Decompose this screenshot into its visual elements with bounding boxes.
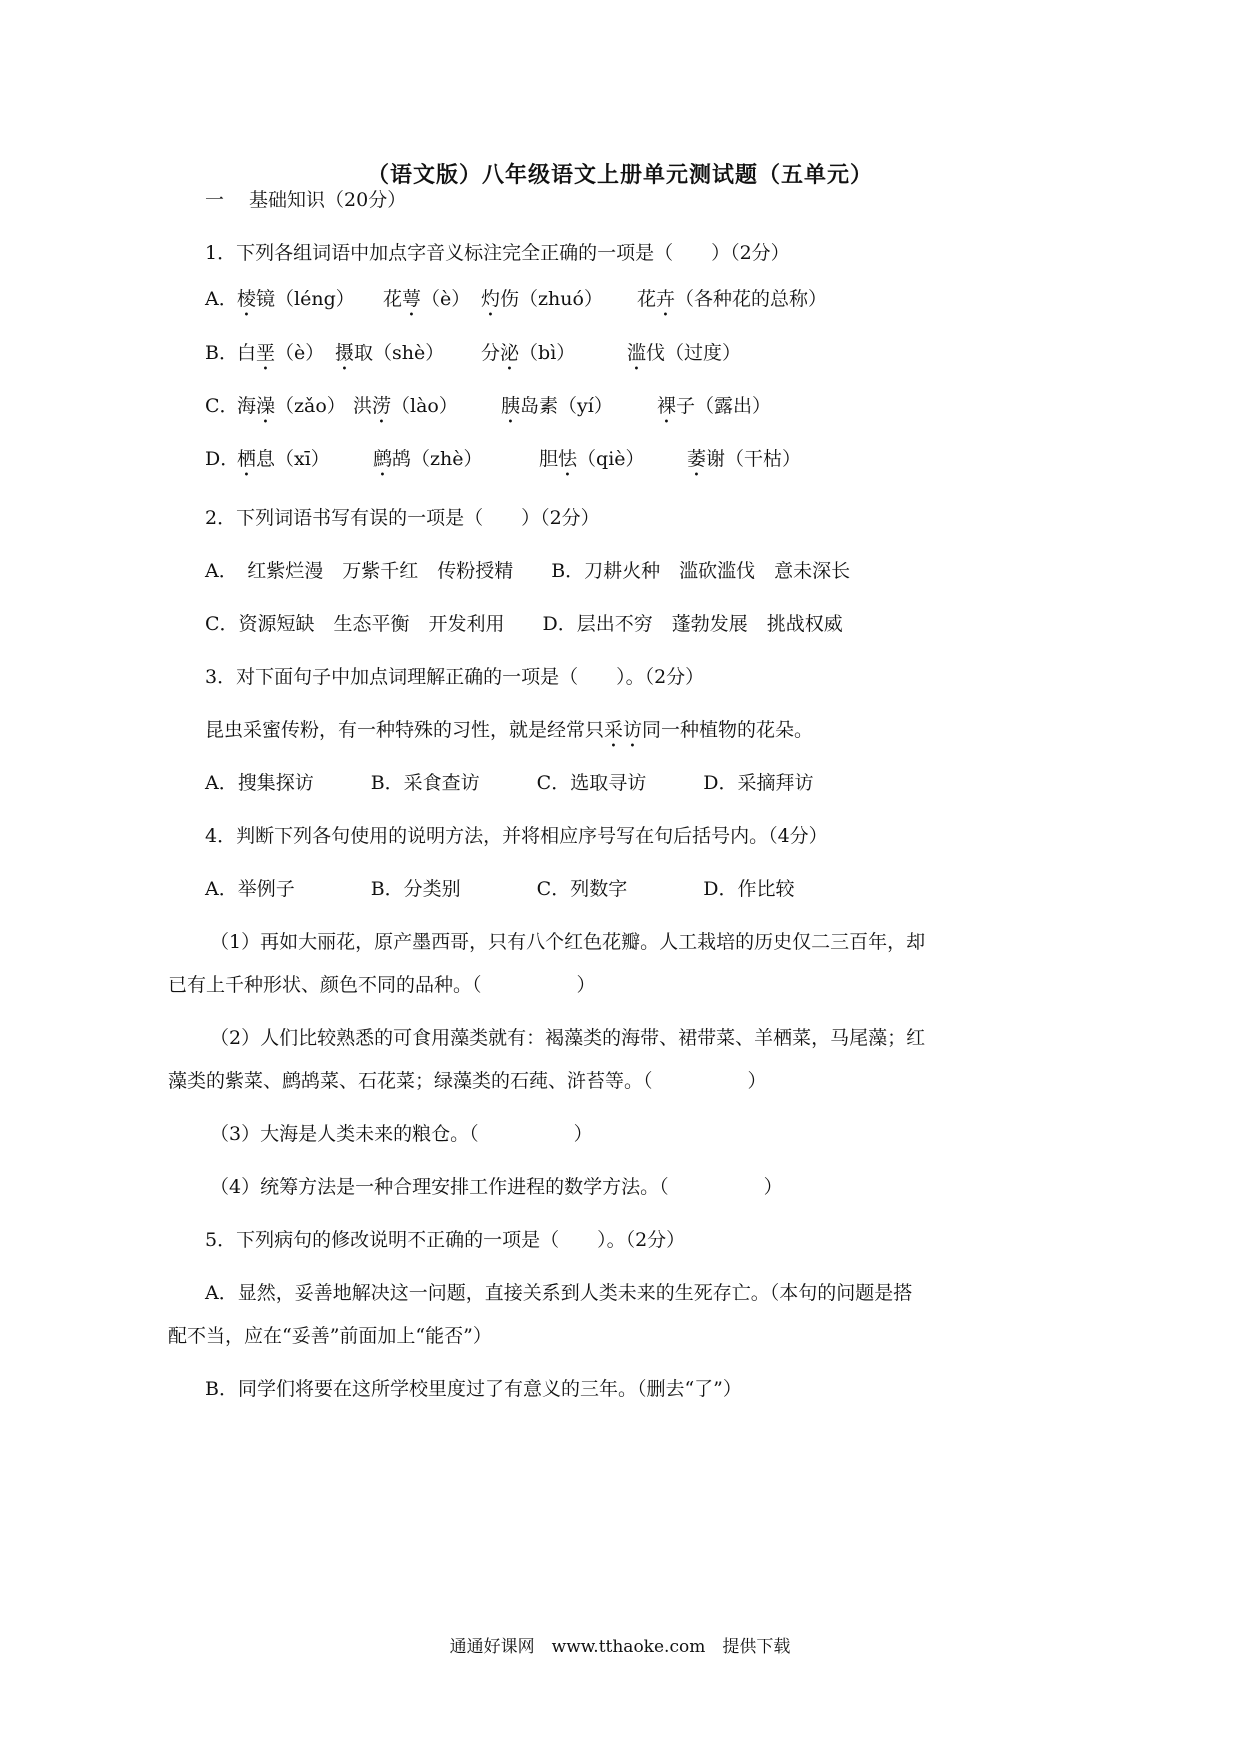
option-label: A． xyxy=(205,288,238,310)
q3-stem: 3．对下面句子中加点词理解正确的一项是（ ）。（2分） xyxy=(205,666,705,688)
q5-stem: 5．下列病句的修改说明不正确的一项是（ ）。（2分） xyxy=(205,1229,686,1251)
q1-a-item-3: 灼伤（zhuó） xyxy=(481,288,603,310)
q1-c-item-2: 洪涝（lào） xyxy=(353,395,458,417)
q1-c-item-1: 海澡（zǎo） xyxy=(237,395,346,417)
q1-b-item-1: 白垩（è） xyxy=(237,342,325,364)
q3-sentence: 昆虫采蜜传粉，有一种特殊的习性，就是经常只采访同一种植物的花朵。 xyxy=(205,719,814,741)
q1-stem: 1．下列各组词语中加点字音义标注完全正确的一项是（ ）（2分） xyxy=(205,242,790,264)
option-label: C． xyxy=(205,395,239,417)
page-title: （语文版）八年级语文上册单元测试题（五单元） xyxy=(366,162,873,188)
page-footer: 通通好课网 www.tthaoke.com 提供下载 xyxy=(449,1637,791,1657)
q1-d-item-1: 栖息（xī） xyxy=(237,448,330,470)
q1-option-b xyxy=(205,340,742,366)
q1-d-item-3: 胆怯（qiè） xyxy=(539,448,645,470)
q1-c-item-3: 胰岛素（yí） xyxy=(501,395,613,417)
q4-sentence-3: （3）大海是人类未来的粮仓。（ ） xyxy=(210,1123,593,1145)
q3-options: A．搜集探访 B．采食查访 C．选取寻访 D．采摘拜访 xyxy=(205,772,814,794)
q4-options: A．举例子 B．分类别 C．列数字 D．作比较 xyxy=(205,878,795,900)
q1-c-item-4: 裸子（露出） xyxy=(657,395,772,417)
q1-a-item-2: 花萼（è） xyxy=(383,288,471,310)
q1-a-item-4: 花卉（各种花的总称） xyxy=(637,288,828,310)
q2-stem: 2．下列词语书写有误的一项是（ ）（2分） xyxy=(205,507,600,529)
q2-options-row-1: A． 红紫烂漫 万紫千红 传粉授精 B．刀耕火种 滥砍滥伐 意未深长 xyxy=(205,560,851,582)
q4-stem: 4．判断下列各句使用的说明方法，并将相应序号写在句后括号内。（4分） xyxy=(205,825,828,847)
q4-sentence-1a: （1）再如大丽花，原产墨西哥，只有八个红色花瓣。人工栽培的历史仅二三百年，却 xyxy=(210,931,926,953)
q1-a-item-1: 棱镜（léng） xyxy=(237,288,355,310)
q5-option-a-line-2: 配不当，应在“妥善”前面加上“能否”） xyxy=(168,1325,492,1347)
q4-sentence-2a: （2）人们比较熟悉的可食用藻类就有：褐藻类的海带、裙带菜、羊栖菜，马尾藻；红 xyxy=(210,1027,926,1049)
q4-sentence-2b: 藻类的紫菜、鹧鸪菜、石花菜；绿藻类的石莼、浒苔等。（ ） xyxy=(168,1070,767,1092)
q5-option-a-line-1: A．显然，妥善地解决这一问题，直接关系到人类未来的生死存亡。（本句的问题是搭 xyxy=(205,1282,913,1304)
q1-b-item-2: 摄取（shè） xyxy=(335,342,445,364)
q1-option-d xyxy=(205,446,802,472)
option-label: B． xyxy=(205,342,238,364)
q1-d-item-4: 萎谢（干枯） xyxy=(687,448,802,470)
q2-options-row-2: C．资源短缺 生态平衡 开发利用 D．层出不穷 蓬勃发展 挑战权威 xyxy=(205,613,843,635)
section-heading: 一 基础知识（20分） xyxy=(205,189,407,211)
q5-option-b: B．同学们将要在这所学校里度过了有意义的三年。（删去“了”） xyxy=(205,1378,742,1400)
option-label: D． xyxy=(205,448,240,470)
q1-b-item-4: 滥伐（过度） xyxy=(627,342,742,364)
q1-option-a xyxy=(205,286,828,312)
q1-b-item-3: 分泌（bì） xyxy=(481,342,576,364)
q1-d-item-2: 鹧鸪（zhè） xyxy=(373,448,483,470)
q4-sentence-1b: 已有上千种形状、颜色不同的品种。（ ） xyxy=(168,974,596,996)
q4-sentence-4: （4）统筹方法是一种合理安排工作进程的数学方法。（ ） xyxy=(210,1176,783,1198)
q1-option-c xyxy=(205,393,772,419)
